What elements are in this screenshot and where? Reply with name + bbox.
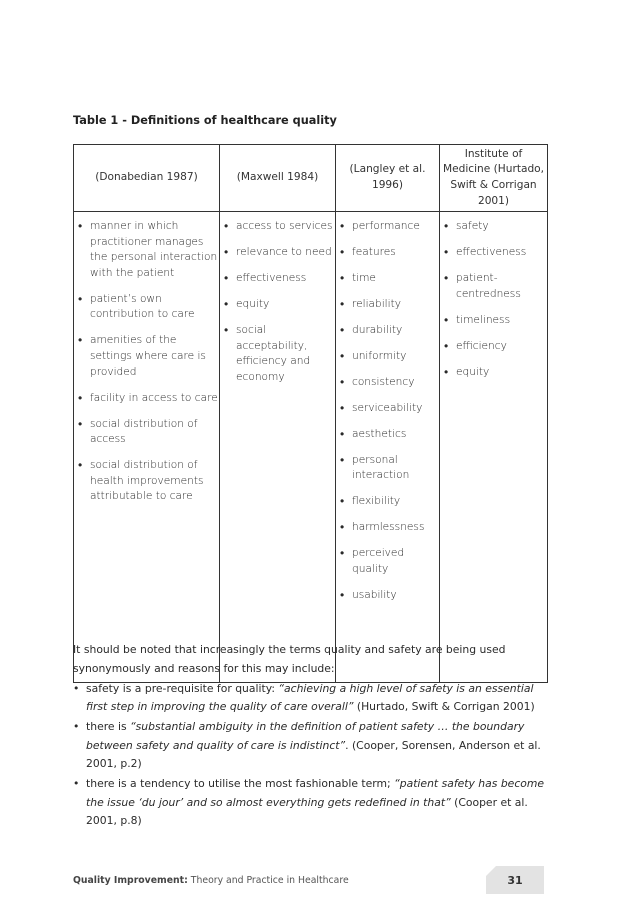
column-header: (Donabedian 1987) — [74, 145, 220, 212]
list-item: • effectiveness — [443, 245, 547, 261]
table-cell — [336, 212, 440, 683]
list-item: • efficiency — [443, 339, 547, 355]
column-header: (Langley et al. 1996) — [336, 145, 440, 212]
table-cell — [74, 212, 220, 683]
list-item: • access to services — [223, 219, 335, 235]
table-title: Table 1 - Definitions of healthcare quality — [73, 114, 337, 127]
list-item: • social distribution of health improvements attributable to care — [77, 458, 219, 505]
list-item: • effectiveness — [223, 271, 335, 287]
bullet-lead: safety is a pre-requisite for quality: — [86, 681, 279, 695]
list-item: • manner in which practitioner manages the personal interaction with the patient — [77, 219, 219, 281]
list-item: • personal interaction — [339, 453, 439, 484]
list-item: • patient’s own contribution to care — [77, 292, 219, 323]
bullet-list — [443, 219, 547, 380]
quality-definitions-table — [73, 144, 548, 683]
list-item: • social distribution of access — [77, 417, 219, 448]
list-item: • durability — [339, 323, 439, 339]
list-item: • equity — [443, 365, 547, 381]
page-number: 31 — [507, 873, 523, 887]
table-cell — [220, 212, 336, 683]
bullet-list — [223, 219, 335, 385]
body-paragraph — [73, 641, 553, 831]
list-item: • performance — [339, 219, 439, 235]
list-item: • safety — [443, 219, 547, 235]
list-item: • relevance to need — [223, 245, 335, 261]
bullet-citation: (Hurtado, Swift & Corrigan 2001) — [353, 700, 535, 713]
bullet-lead: there is — [86, 720, 131, 733]
column-header: (Maxwell 1984) — [220, 145, 336, 212]
reasons-list — [73, 680, 553, 831]
running-footer — [73, 875, 349, 886]
list-item: • social acceptability, efficiency and economy — [223, 323, 335, 385]
list-item: • consistency — [339, 375, 439, 391]
table-header-row — [74, 145, 548, 212]
list-item: • aesthetics — [339, 427, 439, 443]
list-item: • uniformity — [339, 349, 439, 365]
paragraph-intro: It should be noted that increasingly the terms quality and safety are being used synonymously and reasons for this may include: — [73, 643, 506, 675]
list-item: • reliability — [339, 297, 439, 313]
list-item — [73, 775, 553, 831]
list-item: • amenities of the settings where care is provided — [77, 333, 219, 380]
list-item: • timeliness — [443, 313, 547, 329]
footer-book-title: Quality Improvement: — [73, 875, 188, 886]
bullet-list — [339, 219, 439, 604]
list-item: • usability — [339, 588, 439, 604]
list-item: • time — [339, 271, 439, 287]
footer-subtitle: Theory and Practice in Healthcare — [187, 875, 349, 886]
list-item: • patient-centredness — [443, 271, 547, 302]
column-header: Institute of Medicine (Hurtado, Swift & Corrigan 2001) — [440, 145, 548, 212]
list-item: • harmlessness — [339, 520, 439, 536]
list-item: • facility in access to care — [77, 391, 219, 407]
list-item: • serviceability — [339, 401, 439, 417]
table-cell — [440, 212, 548, 683]
list-item: • perceived quality — [339, 546, 439, 577]
bullet-quote: “patient safety has become the issue ‘du jour’ and so almost everything gets redefined in that” — [86, 777, 545, 809]
list-item — [73, 718, 553, 774]
list-item — [73, 680, 553, 717]
bullet-citation: . (Cooper, Sorensen, Anderson et al. 2001, p.2) — [86, 738, 541, 770]
page-number-tab — [486, 866, 544, 894]
list-item: • features — [339, 245, 439, 261]
list-item: • equity — [223, 297, 335, 313]
table-row — [74, 212, 548, 683]
bullet-quote: “achieving a high level of safety is an essential first step in improving the quality of care overall” — [86, 681, 534, 713]
list-item: • flexibility — [339, 494, 439, 510]
bullet-lead: there is a tendency to utilise the most fashionable term; — [86, 777, 395, 790]
bullet-citation: (Cooper et al. 2001, p.8) — [86, 795, 528, 827]
bullet-quote: “substantial ambiguity in the definition of patient safety … the boundary between safety and quality of care is indistinct” — [86, 720, 525, 752]
bullet-list — [77, 219, 219, 505]
